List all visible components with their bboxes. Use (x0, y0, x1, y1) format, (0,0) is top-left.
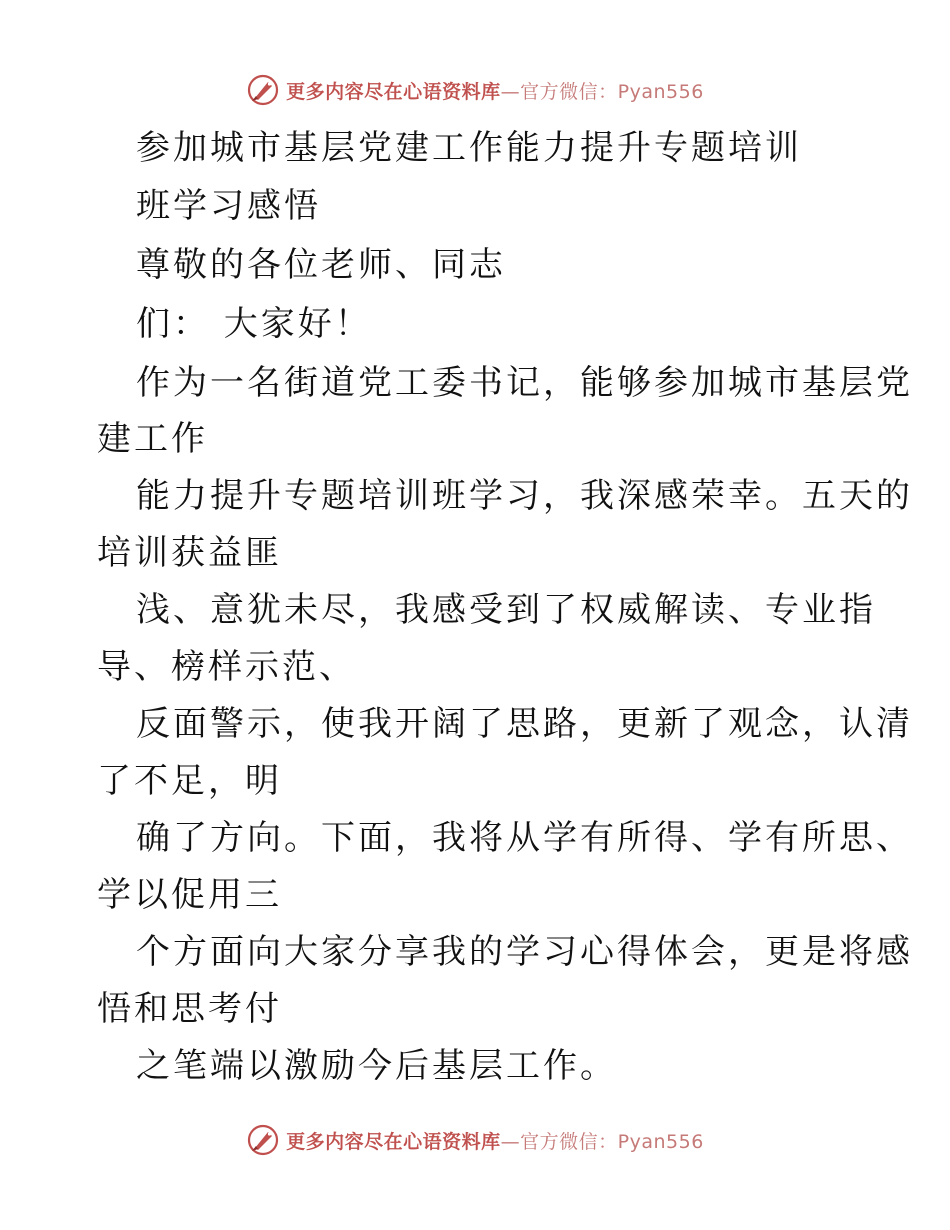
text-line: 建工作 (97, 419, 208, 459)
text-line: 个方面向大家分享我的学习心得体会，更是将感 (136, 932, 913, 972)
text-line: 尊敬的各位老师、同志 (136, 245, 506, 285)
header-dash: — (500, 80, 521, 103)
text-line: 反面警示，使我开阔了思路，更新了观念，认清 (136, 704, 913, 744)
header-brand-text: 更多内容尽在心语资料库 (286, 80, 501, 103)
footer-banner-text (286, 1127, 704, 1154)
title-line-1: 参加城市基层党建工作能力提升专题培训 (136, 128, 802, 168)
text-line: 作为一名街道党工委书记，能够参加城市基层党 (136, 363, 913, 403)
header-wechat-text: 官方微信：Pyan556 (520, 80, 704, 103)
text-line: 浅、意犹未尽，我感受到了权威解读、专业指 (136, 590, 876, 630)
title-line-2: 班学习感悟 (136, 186, 321, 226)
text-line: 培训获益匪 (97, 533, 282, 573)
text-line: 们： 大家好！ (136, 304, 372, 344)
text-line: 能力提升专题培训班学习，我深感荣幸。五天的 (136, 476, 913, 516)
text-line: 确了方向。下面，我将从学有所得、学有所思、 (136, 818, 913, 858)
text-line: 之笔端以激励今后基层工作。 (136, 1046, 617, 1086)
footer-banner (0, 1120, 950, 1160)
pen-nib-logo-icon (246, 1123, 280, 1157)
text-line: 悟和思考付 (97, 989, 282, 1029)
text-line: 了不足，明 (97, 761, 282, 801)
text-line: 导、榜样示范、 (97, 647, 356, 687)
text-line: 学以促用三 (97, 875, 282, 915)
footer-brand-text: 更多内容尽在心语资料库 (286, 1130, 501, 1153)
footer-wechat-text: 官方微信：Pyan556 (520, 1130, 704, 1153)
footer-dash: — (500, 1130, 521, 1153)
